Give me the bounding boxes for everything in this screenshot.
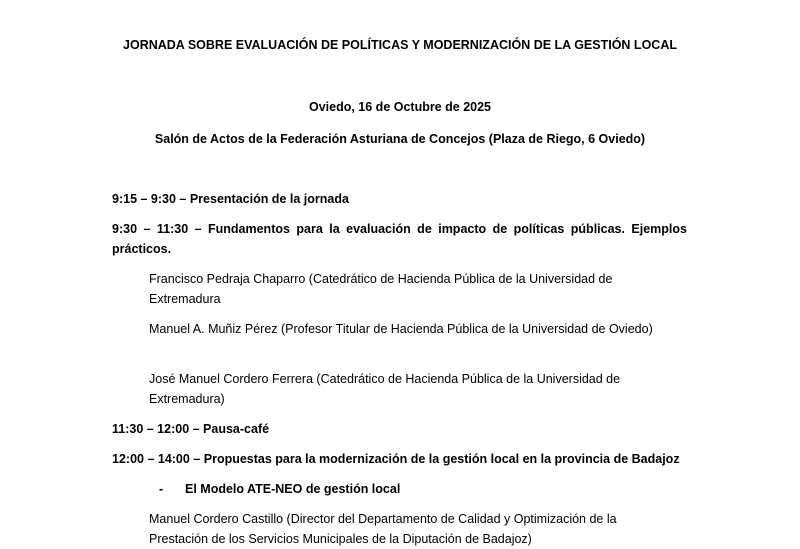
speaker-pedraja: Francisco Pedraja Chaparro (Catedrático de Hacienda Pública de la Universidad de Extremadura <box>149 272 613 306</box>
event-venue: Salón de Actos de la Federación Asturiana de Concejos (Plaza de Riego, 6 Oviedo) <box>154 132 646 146</box>
speaker-cordero-ferrera: José Manuel Cordero Ferrera (Catedrático de Hacienda Pública de la Universidad de Extremadura) <box>149 372 621 406</box>
event-date-place: Oviedo, 16 de Octubre de 2025 <box>308 100 492 114</box>
document-title: JORNADA SOBRE EVALUACIÓN DE POLÍTICAS Y MODERNIZACIÓN DE LA GESTIÓN LOCAL <box>123 38 677 52</box>
speaker-muniz: Manuel A. Muñiz Pérez (Profesor Titular de Hacienda Pública de la Universidad de Oviedo) <box>149 322 653 336</box>
schedule-item-presentation: 9:15 – 9:30 – Presentación de la jornada <box>112 192 349 206</box>
speaker-cordero-castillo: Manuel Cordero Castillo (Director del Departamento de Calidad y Optimización de la Prestación de los Servicios Municipales de la Diputación de Badajoz) <box>149 512 617 546</box>
bullet-item-modelo-ate-neo <box>159 479 400 499</box>
bullet-dash: - <box>159 482 164 496</box>
schedule-item-propuestas: 12:00 – 14:00 – Propuestas para la modernización de la gestión local en la provincia de Badajoz <box>112 452 680 466</box>
schedule-item-pausa-cafe: 11:30 – 12:00 – Pausa-café <box>112 422 270 436</box>
bullet-text: El Modelo ATE-NEO de gestión local <box>185 482 401 496</box>
schedule-item-fundamentos: 9:30 – 11:30 – Fundamentos para la evaluación de impacto de políticas públicas. Ejemplos prácticos. <box>112 222 687 256</box>
